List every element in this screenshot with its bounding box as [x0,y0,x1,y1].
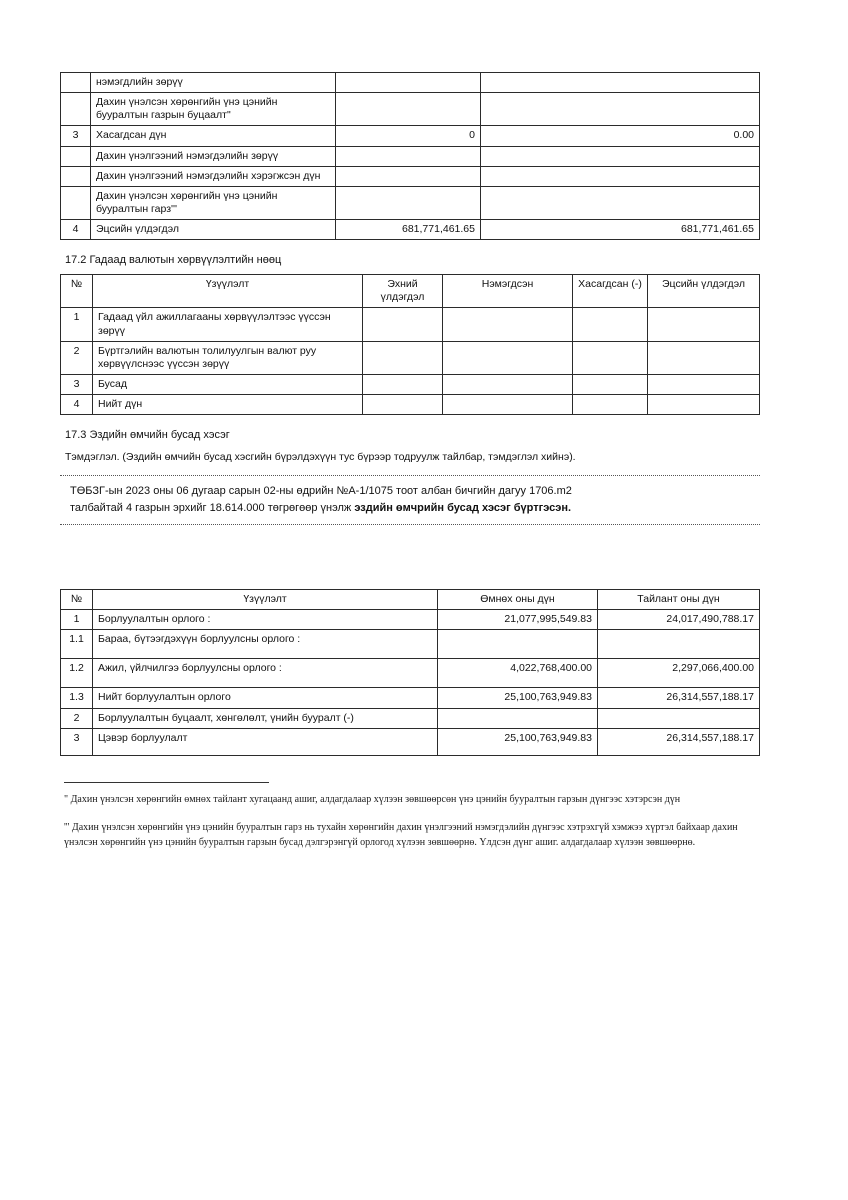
row-label: Нийт дүн [93,395,363,415]
row-value-opening [363,395,443,415]
row-label: нэмэгдлийн зөрүү [91,73,336,93]
section-title-17-3: 17.3 Эздийн өмчийн бусад хэсэг [65,429,230,442]
table-row [61,688,760,708]
row-value-1 [336,93,481,126]
row-value-current: 2,297,066,400.00 [598,659,760,688]
revenue-table [60,589,760,756]
row-label: Нийт борлуулалтын орлого [93,688,438,708]
row-value-1: 0 [336,126,481,146]
row-number: 1.3 [61,688,93,708]
row-value-closing [648,395,760,415]
row-value-1 [336,146,481,166]
row-value-closing [648,341,760,374]
row-value-current: 26,314,557,188.17 [598,688,760,708]
callout-line-2 [70,500,750,517]
row-label: Борлуулалтын орлого : [93,610,438,630]
row-number [61,186,91,219]
row-value-deducted [573,395,648,415]
row-value-current: 24,017,490,788.17 [598,610,760,630]
row-value-2 [481,186,760,219]
row-value-prev [438,630,598,659]
table-row [61,610,760,630]
row-number: 2 [61,708,93,728]
row-label: Дахин үнэлсэн хөрөнгийн үнэ цэнийн бууралтын газрын буцаалт" [91,93,336,126]
row-value-1: 681,771,461.65 [336,220,481,240]
table-row [61,73,760,93]
section-title-17-2: 17.2 Гадаад валютын хөрвүүлэлтийн нөөц [65,254,282,267]
table-row [61,146,760,166]
row-value-2: 681,771,461.65 [481,220,760,240]
table-row [61,630,760,659]
footnote-divider [64,782,269,783]
column-header-opening: Эхний үлдэгдэл [363,275,443,308]
footnote-2: ''' Дахин үнэлсэн хөрөнгийн үнэ цэнийн бууралтын гарз нь тухайн хөрөнгийн дахин үнэлгээний нэмэгдэлийн дүнгээс хэтрэхгүй хэмжээ хүртэл байхаар дахин үнэлсэн хөрөнгийн үнэ цэнийн бууралтын гарзын бусад дэлгэрэнгүй орлогод хүлээн зөвшөөрнө. Үлдсэн дүнг ашиг. алдагдалаар хүлээн зөвшөөрнө. [64,822,738,848]
row-number: 4 [61,220,91,240]
row-number: 2 [61,341,93,374]
row-number: 3 [61,728,93,755]
column-header-no: № [61,275,93,308]
row-value-closing [648,308,760,341]
row-value-2 [481,93,760,126]
row-label: Борлуулалтын буцаалт, хөнгөлөлт, үнийн бууралт (-) [93,708,438,728]
row-value-prev: 4,022,768,400.00 [438,659,598,688]
row-value-prev: 25,100,763,949.83 [438,728,598,755]
column-header-indicator: Үзүүлэлт [93,590,438,610]
table-row [61,395,760,415]
row-value-prev: 25,100,763,949.83 [438,688,598,708]
row-number: 1 [61,610,93,630]
footnotes-section [60,782,760,851]
table-row [61,220,760,240]
row-value-1 [336,186,481,219]
callout-line-2-part-a: талбайтай 4 газрын эрхийг 18.614.000 төгрөгөөр үнэлж [70,501,355,514]
row-number: 4 [61,395,93,415]
column-header-prev-year: Өмнөх оны дүн [438,590,598,610]
row-value-2: 0.00 [481,126,760,146]
row-label: Ажил, үйлчилгээ борлуулсны орлого : [93,659,438,688]
row-number [61,93,91,126]
table-row [61,93,760,126]
column-header-added: Нэмэгдсэн [443,275,573,308]
row-value-deducted [573,308,648,341]
column-header-indicator: Үзүүлэлт [93,275,363,308]
footnote-1: " Дахин үнэлсэн хөрөнгийн өмнөх тайлант хугацаанд ашиг, алдагдалаар хүлээн зөвшөөрсөн үнэ цэнийн бууралтын гарзын дүнгээс хэтэрсэн дүн [64,793,681,805]
table-row [61,374,760,394]
row-value-2 [481,166,760,186]
table-row [61,166,760,186]
table-row [61,341,760,374]
table-row [61,126,760,146]
row-label: Цэвэр борлуулалт [93,728,438,755]
row-label: Бүртгэлийн валютын толилуулгын валют руу хөрвүүлснээс үүссэн зөрүү [93,341,363,374]
table-row [61,659,760,688]
callout-line-1: ТӨБЗГ-ын 2023 оны 06 дугаар сарын 02-ны өдрийн №А-1/1075 тоот албан бичгийн дагуу 1706.m2 [70,485,572,498]
table-row [61,728,760,755]
row-value-prev [438,708,598,728]
row-number [61,73,91,93]
row-value-2 [481,73,760,93]
section-note-17-3: Тэмдэглэл. (Эздийн өмчийн бусад хэсгийн бүрэлдэхүүн тус бүрээр тодруулж тайлбар, тэмдэглэл хийнэ). [65,451,576,464]
row-value-prev: 21,077,995,549.83 [438,610,598,630]
row-value-closing [648,374,760,394]
foreign-currency-reserve-table [60,274,760,415]
row-number: 1.1 [61,630,93,659]
row-label: Эцсийн үлдэгдэл [91,220,336,240]
table-row [61,308,760,341]
row-value-added [443,341,573,374]
column-header-current-year: Тайлант оны дүн [598,590,760,610]
row-label: Дахин үнэлгээний нэмэгдэлийн зөрүү [91,146,336,166]
table-header-row [61,275,760,308]
row-label: Дахин үнэлгээний нэмэгдэлийн хэрэгжсэн дүн [91,166,336,186]
row-label: Бусад [93,374,363,394]
land-rights-callout [60,475,760,525]
row-value-1 [336,73,481,93]
row-number: 3 [61,126,91,146]
row-value-opening [363,308,443,341]
callout-line-2-part-b: эздийн өмчрийн бусад хэсэг бүртгэсэн. [354,501,572,514]
table-row [61,708,760,728]
row-value-added [443,374,573,394]
column-header-closing: Эцсийн үлдэгдэл [648,275,760,308]
column-header-deducted: Хасагдсан (-) [573,275,648,308]
row-value-1 [336,166,481,186]
spacer [60,529,760,589]
row-label: Гадаад үйл ажиллагааны хөрвүүлэлтээс үүссэн зөрүү [93,308,363,341]
document-content [60,72,760,864]
row-number: 1 [61,308,93,341]
row-value-current [598,630,760,659]
continued-asset-revaluation-table [60,72,760,240]
row-number [61,146,91,166]
row-value-added [443,395,573,415]
row-value-deducted [573,374,648,394]
column-header-no: № [61,590,93,610]
row-value-opening [363,374,443,394]
row-number: 3 [61,374,93,394]
row-number: 1.2 [61,659,93,688]
table-header-row [61,590,760,610]
row-label: Хасагдсан дүн [91,126,336,146]
row-value-opening [363,341,443,374]
row-label: Бараа, бүтээгдэхүүн борлуулсны орлого : [93,630,438,659]
row-value-current [598,708,760,728]
row-value-2 [481,146,760,166]
row-value-deducted [573,341,648,374]
row-value-current: 26,314,557,188.17 [598,728,760,755]
row-value-added [443,308,573,341]
table-row [61,186,760,219]
row-label: Дахин үнэлсэн хөрөнгийн үнэ цэнийн бууралтын гарз''' [91,186,336,219]
row-number [61,166,91,186]
